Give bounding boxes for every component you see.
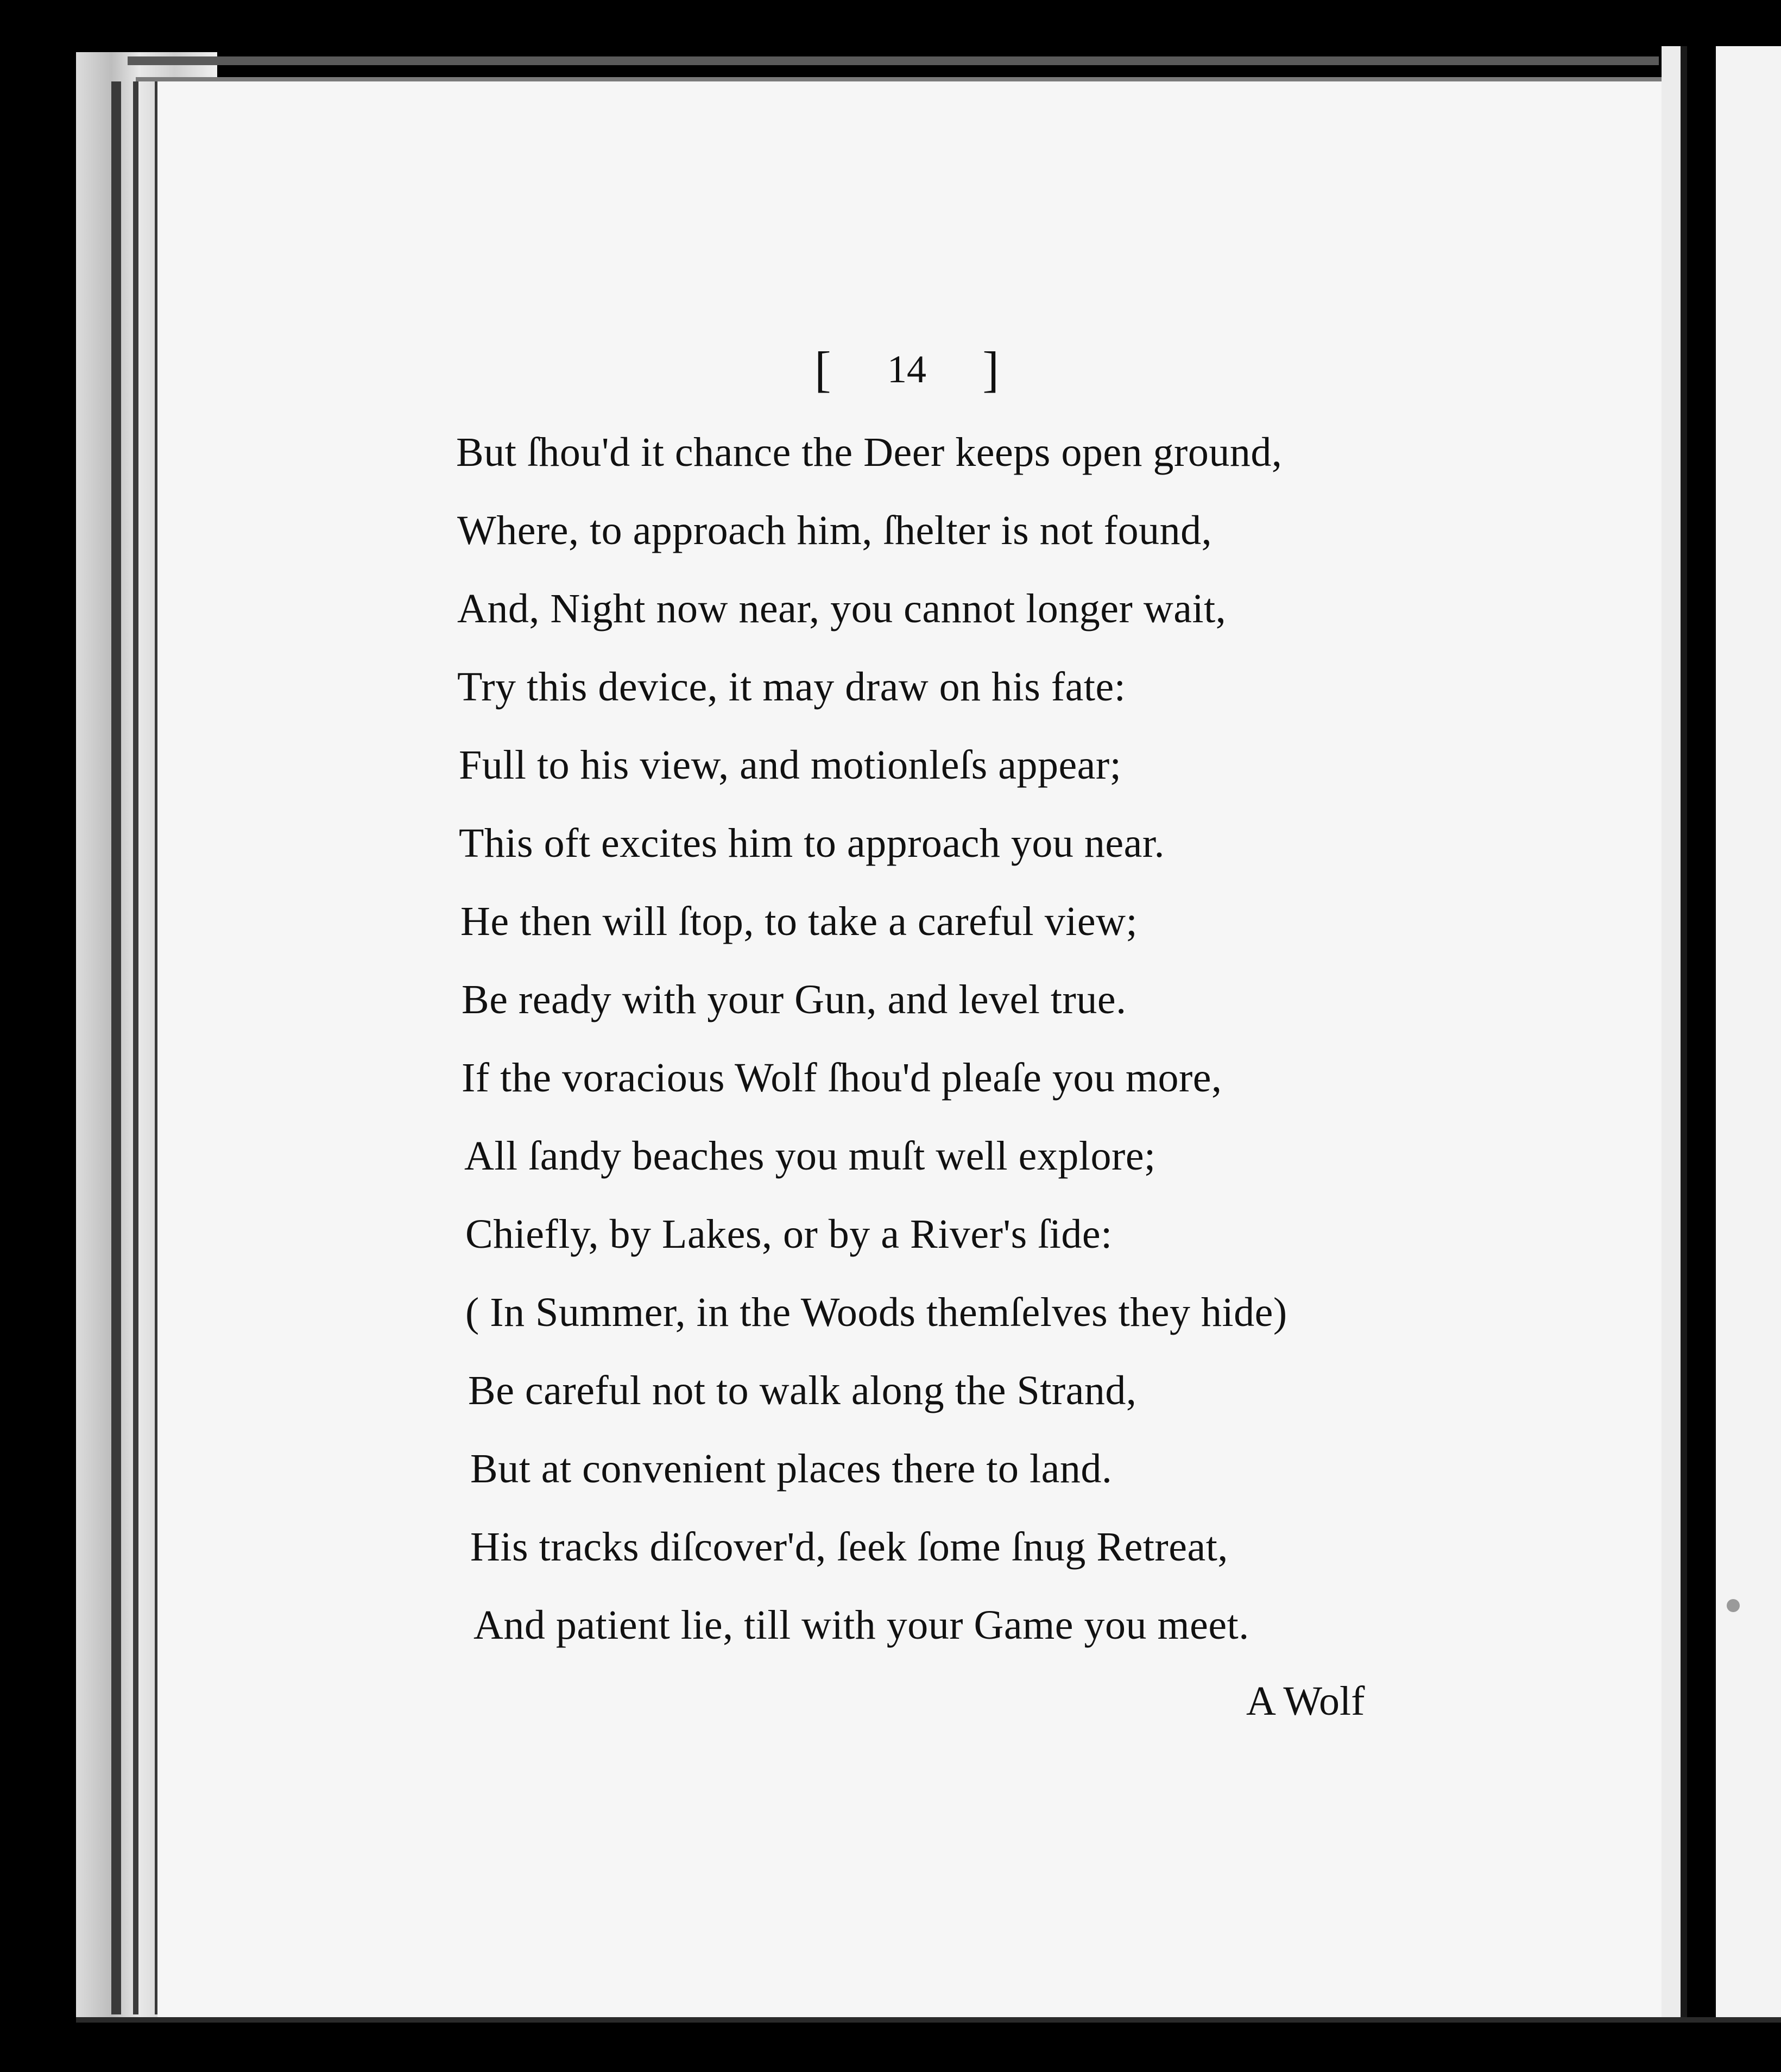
poem-line-1: But ſhou'd it chance the Deer keeps open ground,: [456, 429, 1283, 475]
poem-line-12: ( In Summer, in the Woods themſelves they hide): [465, 1290, 1287, 1335]
bracket-close: ]: [982, 342, 999, 397]
gutter-shadow: [1681, 46, 1687, 2023]
ink-smudge: [1727, 1599, 1740, 1612]
poem-line-13: Be careful not to walk along the Strand,: [468, 1368, 1137, 1413]
poem-line-16: And patient lie, till with your Game you meet.: [473, 1602, 1249, 1648]
poem-line-3: And, Night now near, you cannot longer wait,: [457, 586, 1227, 631]
page-edge-line: [133, 81, 138, 2014]
bracket-open: [: [814, 342, 831, 397]
poem-line-5: Full to his view, and motionleſs appear;: [459, 742, 1122, 788]
poem-line-4: Try this device, it may draw on his fate:: [457, 664, 1126, 710]
poem-line-7: He then will ſtop, to take a careful view;: [460, 899, 1138, 944]
poem-line-10: All ſandy beaches you muſt well explore;: [464, 1133, 1156, 1179]
right-page-margin: [1662, 46, 1681, 2023]
page-top-edge: [128, 56, 1659, 65]
poem-line-11: Chiefly, by Lakes, or by a River's ſide:: [465, 1211, 1113, 1257]
poem-line-14: But at convenient places there to land.: [470, 1446, 1113, 1492]
page-top-edge-inner: [136, 77, 1662, 81]
page-number: 14: [887, 347, 926, 391]
poem-line-8: Be ready with your Gun, and level true.: [462, 977, 1127, 1022]
catchword: A Wolf: [1246, 1678, 1365, 1724]
page-number-header: [814, 342, 999, 396]
facing-page-edge: [1716, 46, 1781, 2023]
poem-line-9: If the voracious Wolf ſhou'd pleaſe you more,: [462, 1055, 1222, 1101]
poem-line-6: This oft excites him to approach you near.: [459, 820, 1165, 866]
poem-line-2: Where, to approach him, ſhelter is not found,: [457, 508, 1212, 553]
poem-line-15: His tracks diſcover'd, ſeek ſome ſnug Retreat,: [470, 1524, 1228, 1570]
page-bottom-edge: [76, 2017, 1781, 2023]
page-edge-line: [111, 81, 121, 2014]
